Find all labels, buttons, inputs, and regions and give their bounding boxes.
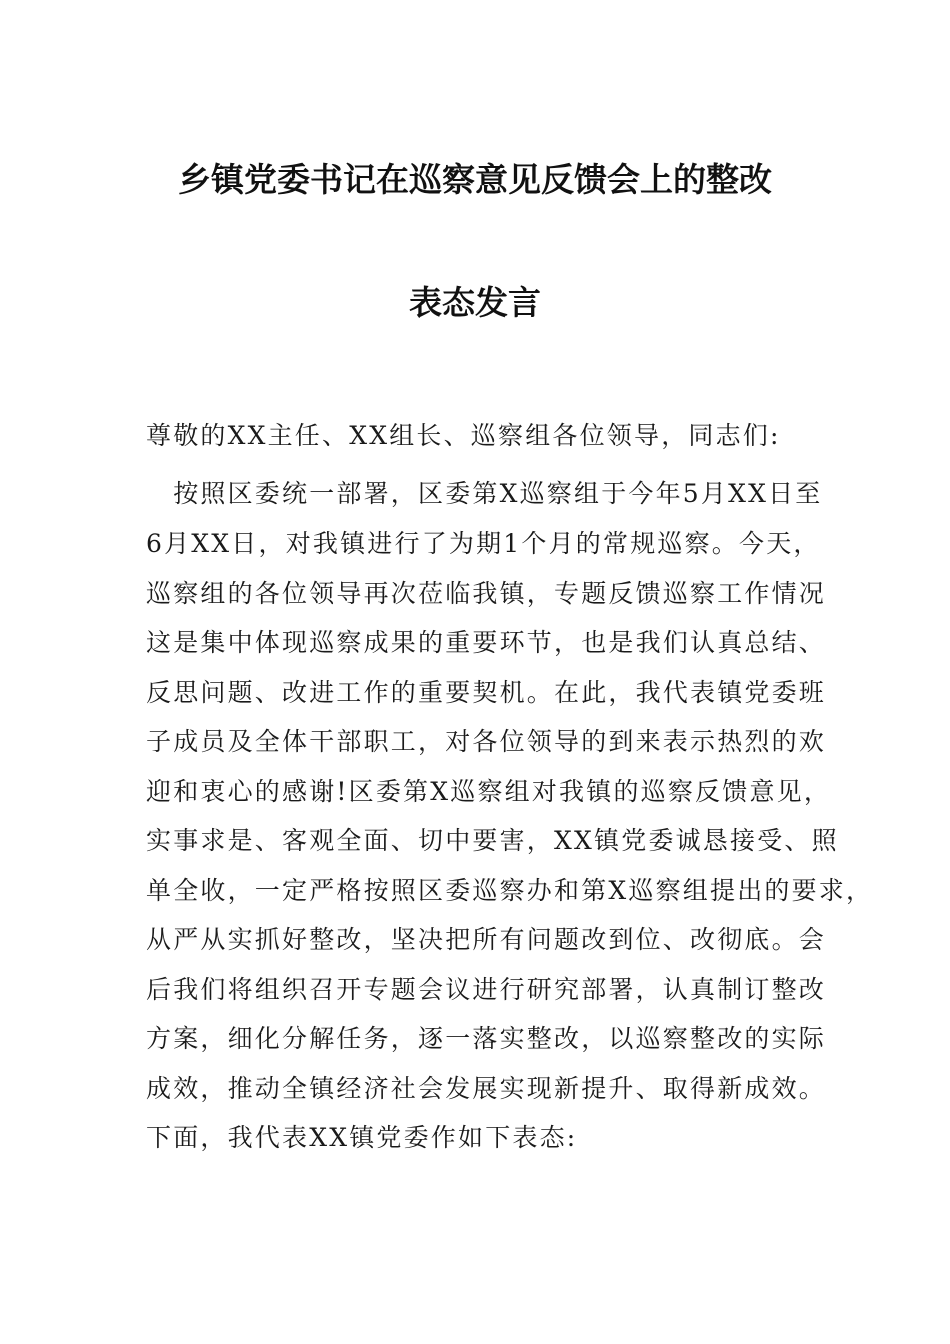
paragraph-line: 成效，推动全镇经济社会发展实现新提升、取得新成效。 [146,1074,827,1103]
paragraph-line: 这是集中体现巡察成果的重要环节，也是我们认真总结、 [146,628,827,657]
paragraph-line: 反思问题、改进工作的重要契机。在此，我代表镇党委班 [146,678,827,707]
paragraph-line: 下面，我代表XX镇党委作如下表态: [146,1123,578,1152]
document-title-line-1: 乡镇党委书记在巡察意见反馈会上的整改 [178,160,772,199]
paragraph-line: 迎和衷心的感谢!区委第X巡察组对我镇的巡察反馈意见， [146,777,832,806]
paragraph-line: 方案，细化分解任务，逐一落实整改，以巡察整改的实际 [146,1024,827,1053]
paragraph-line: 从严从实抓好整改，坚决把所有问题改到位、改彻底。会 [146,925,827,954]
document-title-line-2: 表态发言 [409,283,541,322]
paragraph-line: 子成员及全体干部职工，对各位领导的到来表示热烈的欢 [146,727,827,756]
paragraph-line: 巡察组的各位领导再次莅临我镇，专题反馈巡察工作情况 [146,579,827,608]
paragraph-line: 按照区委统一部署，区委第X巡察组于今年5月XX日至 [146,479,823,508]
salutation: 尊敬的XX主任、XX组长、巡察组各位领导，同志们: [146,421,781,450]
paragraph-line: 单全收，一定严格按照区委巡察办和第X巡察组提出的要求， [146,876,874,905]
paragraph-line: 后我们将组织召开专题会议进行研究部署，认真制订整改 [146,975,827,1004]
paragraph-line: 6月XX日，对我镇进行了为期1个月的常规巡察。今天， [146,529,821,558]
paragraph-line: 实事求是、客观全面、切中要害，XX镇党委诚恳接受、照 [146,826,839,855]
